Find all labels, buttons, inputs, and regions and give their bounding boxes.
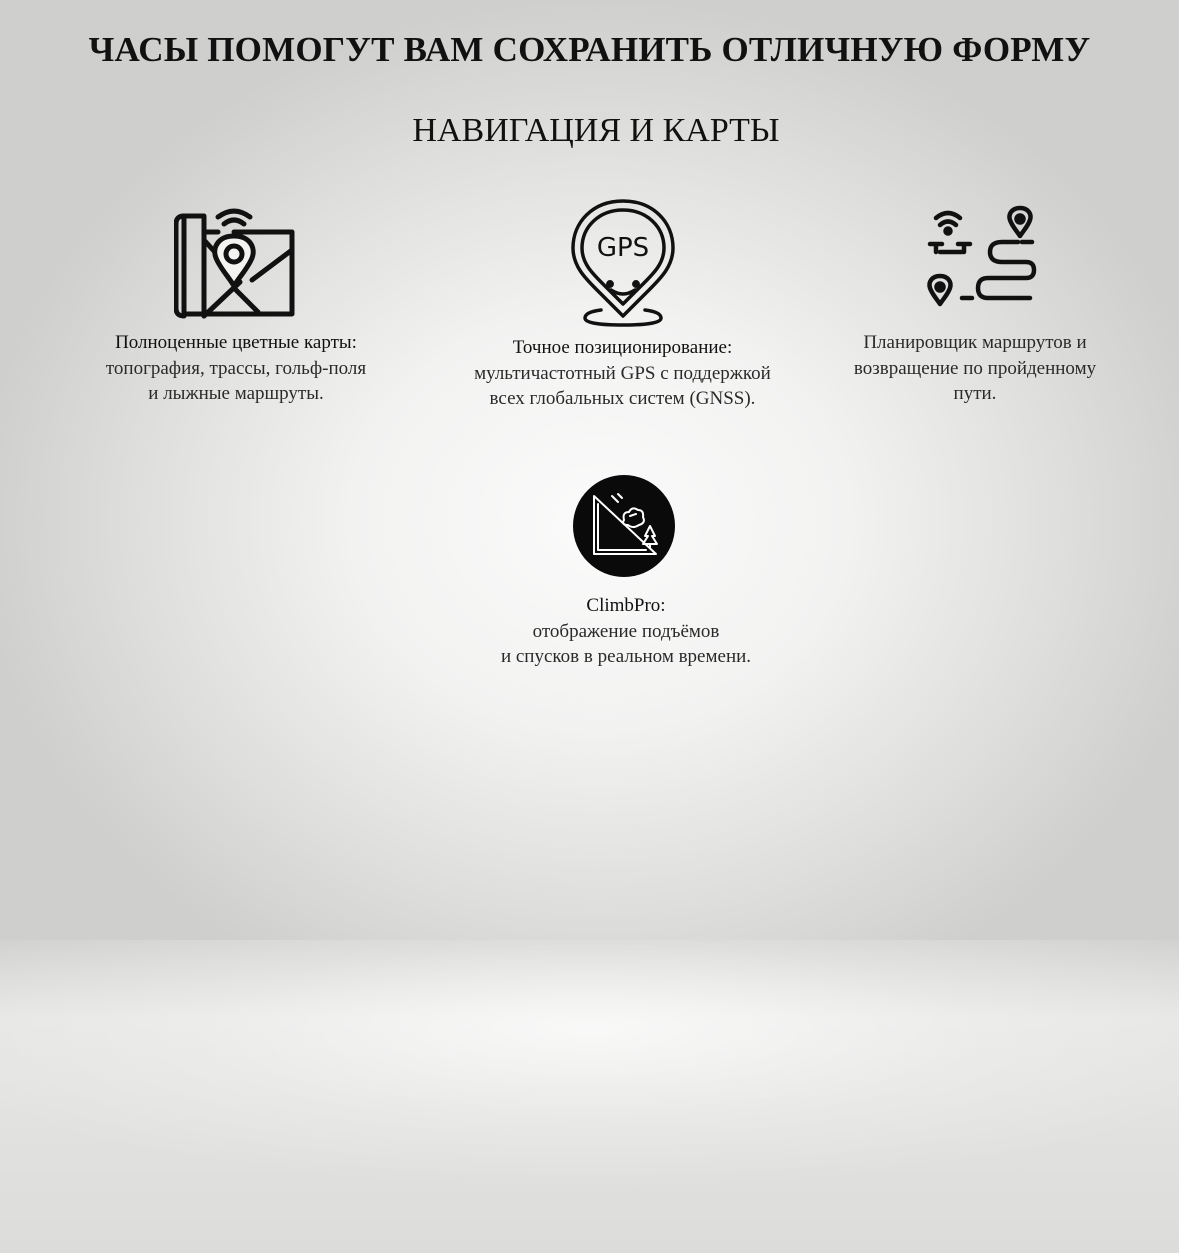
feature-line: Планировщик маршрутов и [863, 332, 1087, 353]
feature-line: возвращение по пройденному [853, 357, 1097, 379]
background-floor [0, 940, 1179, 1253]
route-planner-icon [922, 202, 1040, 317]
feature-text [440, 593, 812, 670]
climb-slope-icon [572, 474, 676, 578]
feature-line: и спусков в реальном времени. [500, 646, 752, 667]
feature-heading: Полноценные цветные карты: [115, 332, 357, 353]
feature-color-maps [60, 190, 412, 420]
gps-icon-label: GPS [596, 233, 649, 263]
feature-text [60, 330, 412, 407]
feature-text [815, 330, 1135, 407]
feature-line: всех глобальных систем (GNSS). [489, 388, 756, 409]
feature-line: пути. [953, 383, 997, 404]
feature-text [430, 335, 815, 412]
section-title: НАВИГАЦИЯ И КАРТЫ [412, 112, 780, 149]
feature-line: и лыжные маршруты. [148, 383, 324, 404]
feature-heading: Точное позиционирование: [512, 337, 733, 358]
feature-line: мультичастотный GPS с поддержкой [474, 362, 771, 384]
map-pin-icon [174, 200, 298, 322]
feature-line: топография, трассы, гольф-поля [105, 357, 367, 379]
feature-route-planner [815, 190, 1135, 420]
feature-heading: ClimbPro: [586, 595, 666, 616]
page-title: ЧАСЫ ПОМОГУТ ВАМ СОХРАНИТЬ ОТЛИЧНУЮ ФОРМУ [88, 30, 1091, 69]
feature-line: отображение подъёмов [532, 620, 720, 642]
feature-climbpro [440, 470, 812, 680]
gps-pin-icon [567, 198, 679, 328]
feature-positioning [430, 190, 815, 420]
